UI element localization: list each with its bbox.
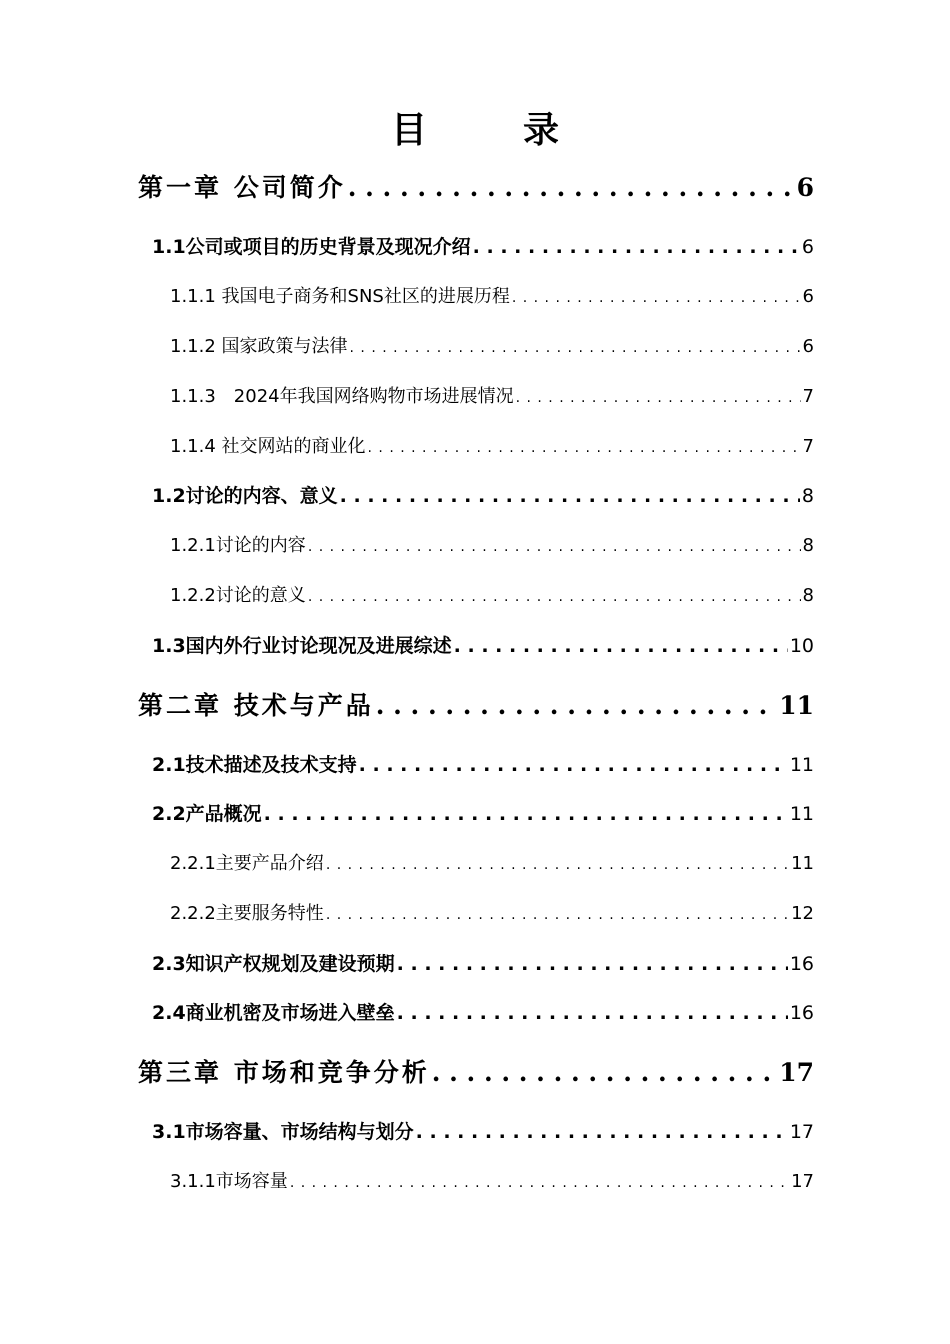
toc-entry[interactable] — [138, 1053, 814, 1089]
dot-leader — [308, 539, 801, 555]
toc-entry-label: 1.1.2 国家政策与法律 — [170, 336, 348, 357]
toc-entry-page: 16 — [789, 1002, 814, 1024]
toc-entry-page: 6 — [802, 336, 814, 357]
dot-leader — [454, 635, 788, 657]
dot-leader — [376, 691, 777, 720]
dot-leader — [340, 485, 800, 507]
toc-entry-label: 2.2.1主要产品介绍 — [170, 853, 324, 874]
toc-entry-page: 6 — [802, 286, 814, 307]
toc-entry[interactable] — [152, 1117, 814, 1144]
toc-entry-page: 11 — [789, 754, 814, 776]
toc-entry-label: 1.3国内外行业讨论现况及进展综述 — [152, 635, 452, 657]
dot-leader — [308, 589, 801, 605]
toc-entry[interactable] — [152, 998, 814, 1025]
toc-entry-label: 第一章 公司简介 — [138, 173, 346, 202]
toc-entry-label: 3.1.1市场容量 — [170, 1171, 288, 1192]
toc-entry[interactable] — [152, 750, 814, 777]
toc-entry-page: 17 — [779, 1058, 814, 1087]
toc-entry-label: 2.1技术描述及技术支持 — [152, 754, 357, 776]
dot-leader — [432, 1058, 777, 1087]
toc-entry-label: 1.2讨论的内容、意义 — [152, 485, 338, 507]
dot-leader — [516, 390, 801, 406]
toc-entry[interactable] — [170, 282, 814, 308]
toc-entry-page: 16 — [789, 953, 814, 975]
dot-leader — [397, 1002, 788, 1024]
toc-entry-page: 7 — [802, 386, 814, 407]
toc-entry-label: 1.1公司或项目的历史背景及现况介绍 — [152, 236, 471, 258]
toc-entry[interactable] — [152, 232, 814, 259]
toc-entry-page: 11 — [779, 691, 814, 720]
toc-entry[interactable] — [170, 899, 814, 925]
toc-entry[interactable] — [170, 382, 814, 408]
page-title: 目 录 — [390, 109, 589, 151]
dot-leader — [416, 1121, 788, 1143]
toc-entry-label: 1.2.2讨论的意义 — [170, 585, 306, 606]
toc-entry[interactable] — [170, 849, 814, 875]
toc-entry-page: 17 — [791, 1171, 814, 1192]
toc-entry-label: 第二章 技术与产品 — [138, 691, 374, 720]
toc-entry-label: 2.3知识产权规划及建设预期 — [152, 953, 395, 975]
dot-leader — [512, 290, 801, 306]
toc-entry[interactable] — [170, 1167, 814, 1193]
toc-entry-label: 2.4商业机密及市场进入壁垒 — [152, 1002, 395, 1024]
dot-leader — [359, 754, 788, 776]
toc-entry[interactable] — [138, 168, 814, 204]
toc-entry-label: 1.1.1 我国电子商务和SNS社区的进展历程 — [170, 286, 510, 307]
toc-entry[interactable] — [170, 432, 814, 458]
toc-entry-page: 8 — [802, 535, 814, 556]
toc-entry-page: 11 — [791, 853, 814, 874]
dot-leader — [326, 857, 789, 873]
toc-entry[interactable] — [152, 481, 814, 508]
dot-leader — [350, 340, 801, 356]
toc-entry-label: 2.2产品概况 — [152, 803, 262, 825]
toc-entry[interactable] — [138, 686, 814, 722]
toc-entry-page: 7 — [802, 436, 814, 457]
toc-entry-page: 11 — [789, 803, 814, 825]
toc-entry[interactable] — [152, 949, 814, 976]
toc-entry-page: 17 — [789, 1121, 814, 1143]
dot-leader — [368, 440, 801, 456]
toc-entry[interactable] — [170, 531, 814, 557]
toc-entry-page: 8 — [802, 585, 814, 606]
dot-leader — [264, 803, 788, 825]
dot-leader — [473, 236, 800, 258]
toc-entry-page: 6 — [801, 236, 814, 258]
dot-leader — [290, 1175, 789, 1191]
toc-entry[interactable] — [170, 332, 814, 358]
toc-entry-page: 12 — [791, 903, 814, 924]
toc-entry-label: 1.1.3 2024年我国网络购物市场进展情况 — [170, 386, 514, 407]
toc-entry-label: 3.1市场容量、市场结构与划分 — [152, 1121, 414, 1143]
toc-entry-label: 1.1.4 社交网站的商业化 — [170, 436, 366, 457]
toc-entry-label: 1.2.1讨论的内容 — [170, 535, 306, 556]
toc-entry-page: 8 — [801, 485, 814, 507]
dot-leader — [397, 953, 788, 975]
toc-entry-label: 2.2.2主要服务特性 — [170, 903, 324, 924]
toc-entry[interactable] — [152, 631, 814, 658]
toc-entry-page: 6 — [796, 173, 814, 202]
toc-entry[interactable] — [152, 799, 814, 826]
toc-entry-label: 第三章 市场和竞争分析 — [138, 1058, 430, 1087]
dot-leader — [326, 907, 789, 923]
dot-leader — [348, 173, 795, 202]
toc-entry[interactable] — [170, 581, 814, 607]
toc-entry-page: 10 — [789, 635, 814, 657]
